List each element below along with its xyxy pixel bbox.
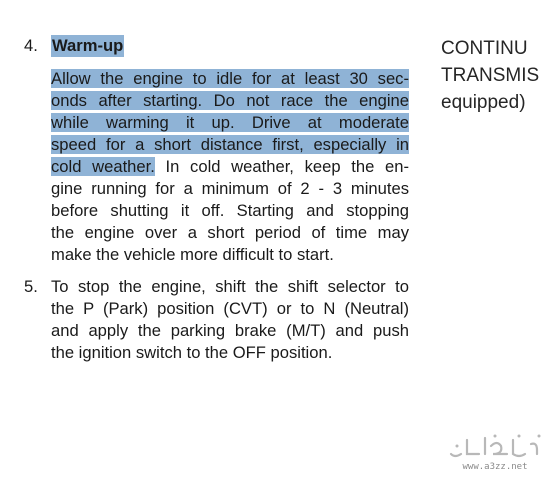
highlighted-text: onds after starting. Do not race the engine: [51, 91, 409, 110]
right-column-line: CONTINU: [441, 38, 528, 59]
right-column-line: TRANSMIS: [441, 65, 540, 86]
paragraph-line: the P (Park) position (CVT) or to N (Neutral): [51, 299, 409, 318]
right-column-line: equipped): [441, 92, 526, 113]
paragraph-line: before shutting it off. Starting and stopping: [51, 201, 409, 220]
site-watermark: [445, 432, 545, 476]
paragraph-line: [51, 68, 409, 90]
paragraph-line: the ignition switch to the OFF position.: [51, 343, 333, 362]
highlighted-text: Allow the engine to idle for at least 30 sec-: [51, 69, 409, 88]
paragraph-line: To stop the engine, shift the shift selector to: [51, 277, 409, 296]
stop-engine-paragraph: [51, 276, 409, 364]
paragraph-line: [51, 134, 409, 156]
watermark-logo-icon: [445, 432, 545, 462]
warm-up-paragraph: [51, 68, 409, 266]
right-column-heading: [441, 35, 539, 116]
paragraph-line: make the vehicle more difficult to start.: [51, 245, 334, 264]
paragraph-line: [51, 156, 409, 178]
highlighted-text: speed for a short distance first, especially in: [51, 135, 409, 154]
paragraph-line: [51, 112, 409, 134]
paragraph-line: and apply the parking brake (M/T) and push: [51, 321, 409, 340]
paragraph-line: the engine over a short period of time may: [51, 223, 409, 242]
plain-text: In cold weather, keep the en-: [154, 157, 409, 176]
watermark-url: www.a3zz.net: [462, 462, 528, 472]
step-heading-warm-up: Warm-up: [52, 36, 124, 55]
paragraph-line: [51, 90, 409, 112]
step-number-5: 5.: [24, 277, 38, 296]
paragraph-line: gine running for a minimum of 2 - 3 minutes: [51, 179, 409, 198]
highlighted-text: while warming it up. Drive at moderate: [51, 113, 409, 132]
highlighted-text: cold weather.: [51, 157, 155, 176]
step-number-4: 4.: [24, 36, 38, 55]
